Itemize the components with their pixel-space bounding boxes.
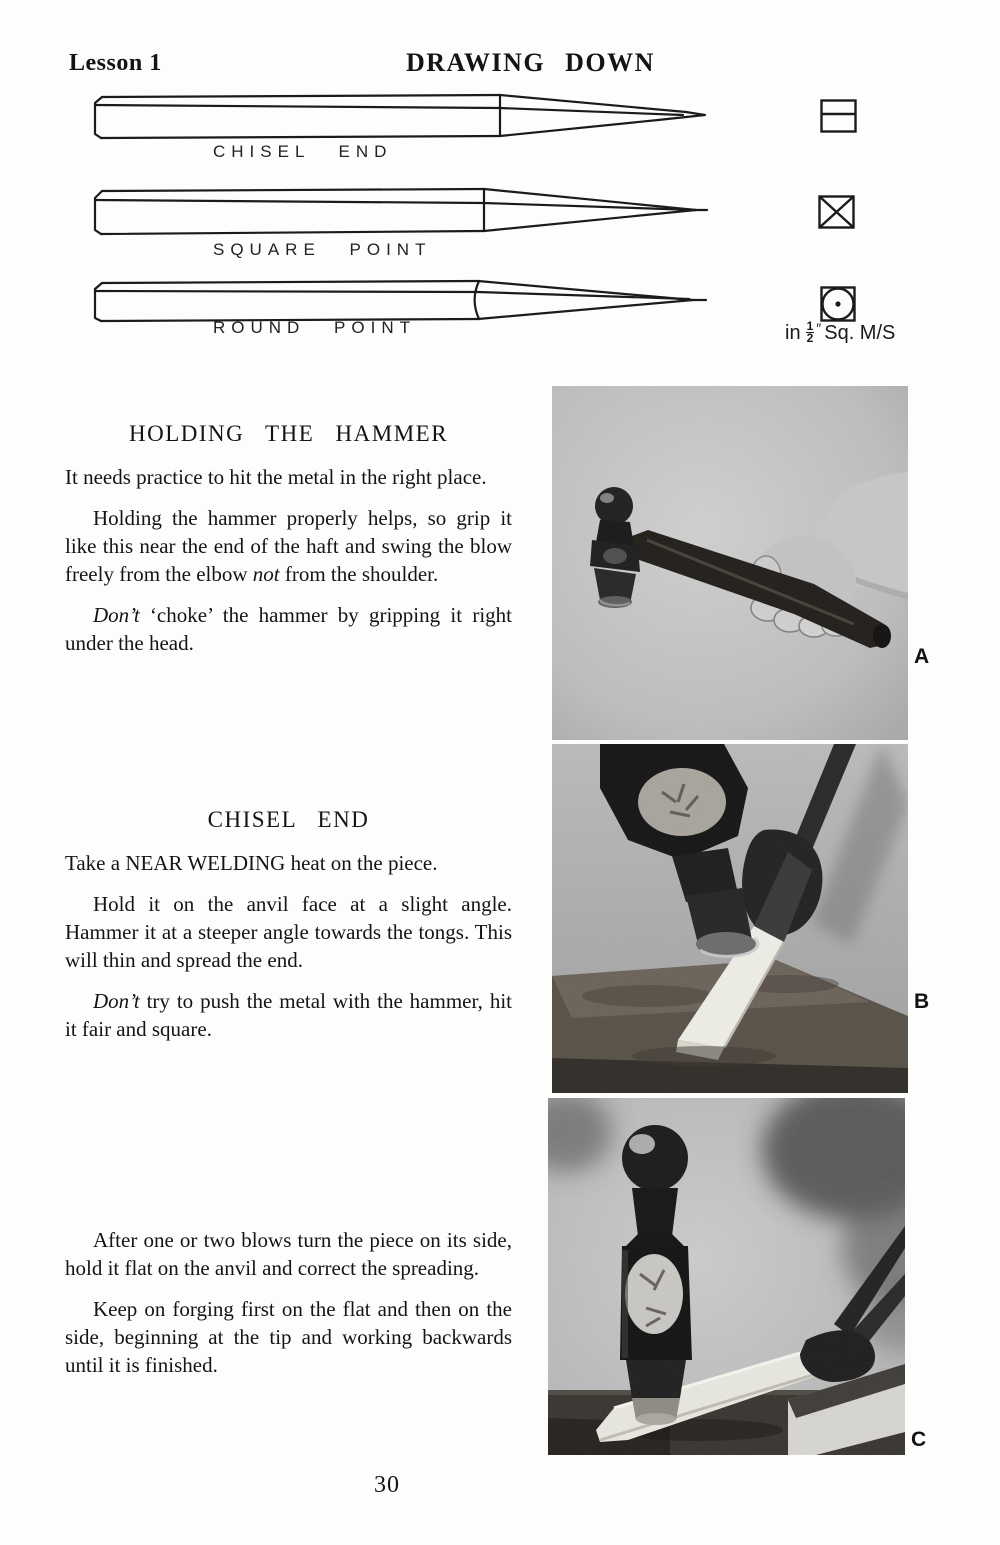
chisel-end-label: CHISEL END: [213, 142, 393, 161]
figure-a-label: A: [914, 645, 930, 668]
half-fraction: $\frac{1}{2}$: [806, 319, 814, 345]
square-point-label: SQUARE POINT: [213, 240, 432, 259]
round-point-label: ROUND POINT: [213, 318, 416, 337]
material-size-note: [785, 319, 945, 345]
figure-c-label: C: [911, 1428, 927, 1451]
section-holding-the-hammer: [65, 420, 512, 670]
section-finishing: [65, 1226, 512, 1392]
paragraph: Hold it on the anvil face at a slight angle. Hammer it at a steeper angle towards the tongs. This will thin and spread the end.: [65, 892, 512, 972]
paragraph: After one or two blows turn the piece on its side, hold it flat on the anvil and correct the spreading.: [65, 1228, 512, 1280]
square-circle-dot-section-icon: [820, 286, 856, 322]
lesson-number: Lesson 1: [69, 50, 162, 76]
section-heading: HOLDING THE HAMMER: [128, 421, 449, 446]
paragraph: Keep on forging first on the flat and then on the side, beginning at the tip and working backwards until it is finished.: [65, 1297, 512, 1377]
page-title: DRAWING DOWN: [406, 48, 655, 77]
square-point-drawing: [92, 186, 710, 240]
photo-c-hammer-flat-on-piece-with-tongs: [548, 1098, 905, 1455]
page-number: 30: [374, 1472, 400, 1498]
photo-b-hammer-striking-chisel-end: [552, 744, 908, 1093]
square-flat-section-icon: [820, 99, 857, 133]
paragraph: Holding the hammer properly helps, so grip it like this near the end of the haft and swing the blow freely from the elbow not from the shoulder.: [65, 506, 512, 586]
inches-mark: ″: [816, 320, 820, 336]
paragraph: Don’t try to push the metal with the hammer, hit it fair and square.: [65, 989, 512, 1041]
square-diagonals-section-icon: [818, 195, 855, 229]
paragraph: It needs practice to hit the metal in the right place.: [65, 465, 487, 489]
section-heading: CHISEL END: [207, 807, 370, 832]
material-note-suffix: Sq. M/S: [824, 322, 896, 344]
figure-b-label: B: [914, 990, 930, 1013]
chisel-end-drawing: [92, 92, 714, 146]
section-chisel-end: [65, 806, 512, 1056]
paragraph: Don’t ‘choke’ the hammer by gripping it right under the head.: [65, 603, 512, 655]
material-note-prefix: in: [785, 322, 801, 344]
paragraph: Take a NEAR WELDING heat on the piece.: [65, 851, 438, 875]
photo-a-hand-gripping-hammer: [552, 386, 908, 740]
